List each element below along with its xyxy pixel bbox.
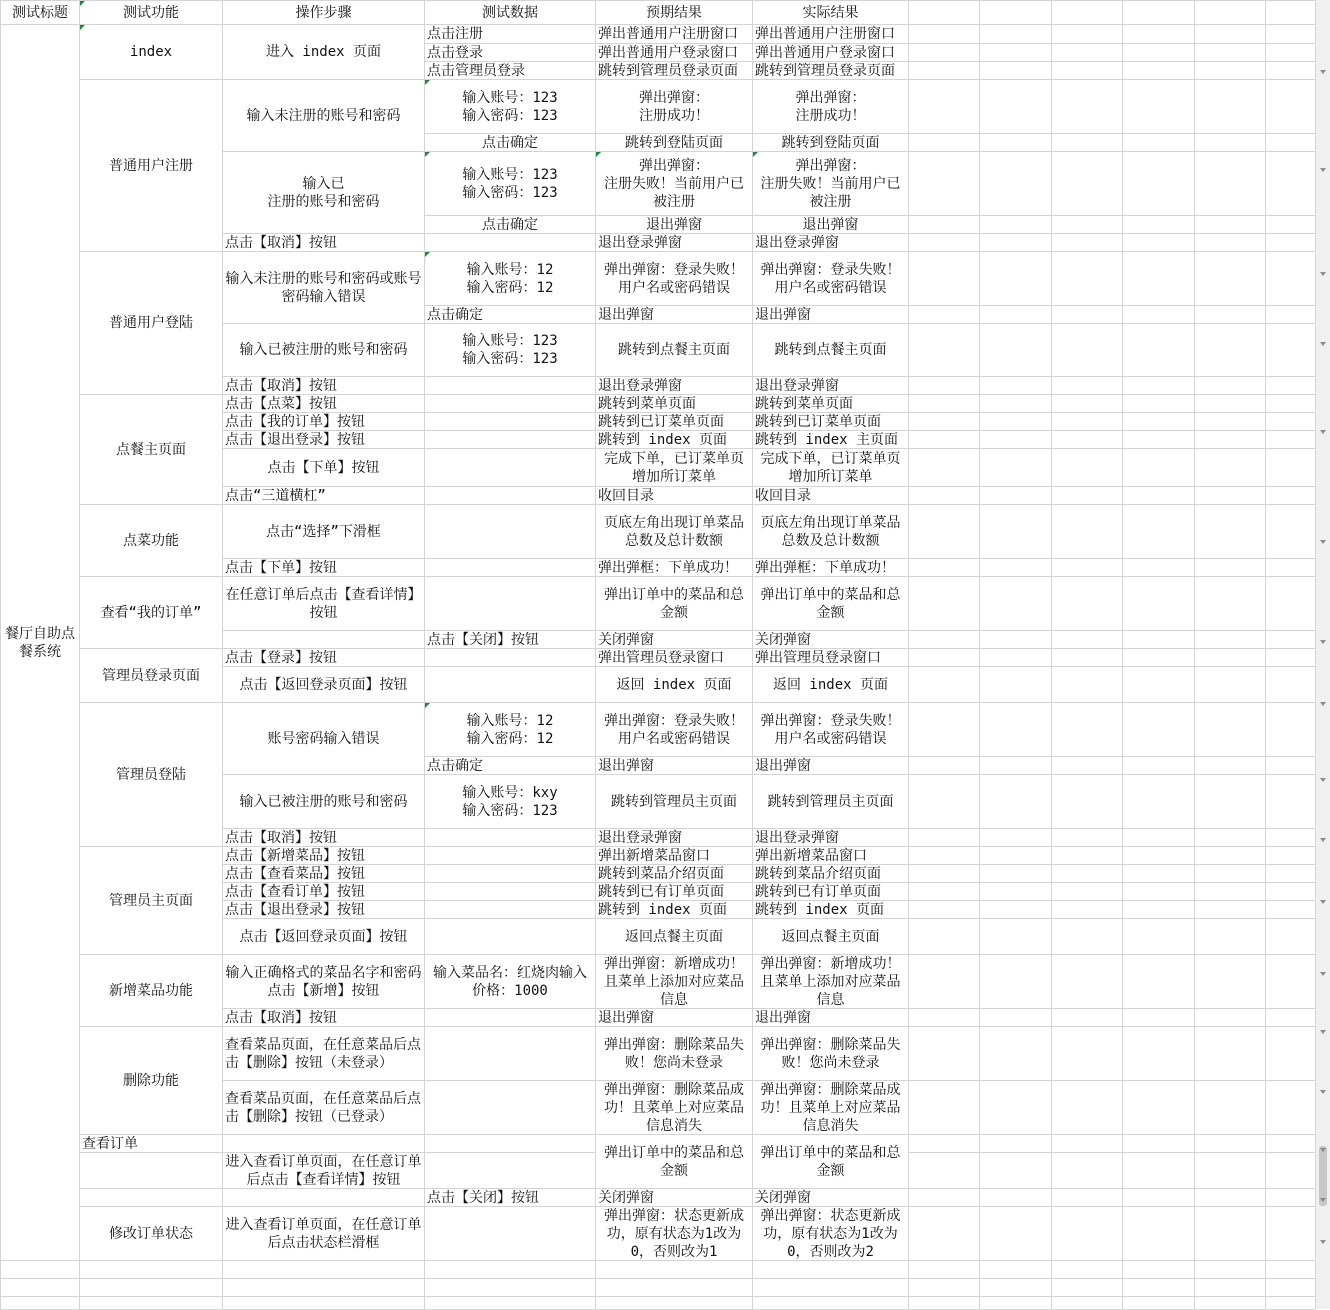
header-expected[interactable]: 预期结果: [596, 1, 752, 24]
expected-cell[interactable]: 退出登录弹窗: [596, 234, 752, 251]
feature-login[interactable]: 普通用户登陆: [80, 252, 222, 394]
expected-cell[interactable]: 跳转到菜品介绍页面: [596, 865, 752, 882]
cell-comment-flag: [425, 152, 430, 157]
scroll-arrow-icon: [1320, 1198, 1326, 1202]
expected-cell[interactable]: 退出弹窗: [596, 306, 752, 323]
step-cell[interactable]: 点击【取消】按钮: [223, 829, 424, 846]
data-cell[interactable]: 输入菜品名：红烧肉输入价格：1000: [425, 955, 595, 1008]
expected-cell[interactable]: 弹出订单中的菜品和总金额: [596, 1135, 752, 1188]
step-cell[interactable]: 进入查看订单页面，在任意订单后点击状态栏滑框: [223, 1207, 424, 1260]
expected-cell[interactable]: 弹出弹窗： 注册成功！: [596, 80, 752, 133]
step-cell[interactable]: 点击【登录】按钮: [223, 649, 424, 666]
expected-cell[interactable]: 跳转到已订菜单页面: [596, 413, 752, 430]
data-cell[interactable]: 点击登录: [425, 44, 595, 61]
data-cell[interactable]: 输入账号：123 输入密码：123: [425, 80, 595, 133]
expected-cell[interactable]: 退出弹窗: [596, 757, 752, 774]
step-cell[interactable]: 点击【查看菜品】按钮: [223, 865, 424, 882]
expected-cell[interactable]: 跳转到登陆页面: [596, 134, 752, 151]
step-cell[interactable]: 点击【下单】按钮: [223, 559, 424, 576]
actual-cell[interactable]: 退出登录弹窗: [753, 234, 908, 251]
step-cell[interactable]: 点击【取消】按钮: [223, 1009, 424, 1026]
actual-cell[interactable]: 弹出弹窗：状态更新成功，原有状态为1改为0，否则改为2: [753, 1207, 908, 1260]
data-cell[interactable]: 输入账号：12 输入密码：12: [425, 252, 595, 305]
expected-cell[interactable]: 弹出弹窗：删除菜品失败！您尚未登录: [596, 1027, 752, 1080]
data-cell[interactable]: 点击【关闭】按钮: [425, 1189, 595, 1206]
actual-cell[interactable]: 弹出新增菜品窗口: [753, 847, 908, 864]
step-cell[interactable]: 点击“选择”下滑框: [223, 505, 424, 558]
step-cell[interactable]: 点击“三道横杠”: [223, 487, 424, 504]
step-cell[interactable]: 点击【取消】按钮: [223, 234, 424, 251]
step-cell[interactable]: 进入 index 页面: [223, 25, 424, 79]
scrollbar-thumb[interactable]: [1319, 1146, 1327, 1206]
feature-admin-main[interactable]: 管理员主页面: [80, 847, 222, 954]
step-cell[interactable]: 点击【下单】按钮: [223, 449, 424, 486]
expected-cell[interactable]: 跳转到菜单页面: [596, 395, 752, 412]
header-steps[interactable]: 操作步骤: [223, 1, 424, 24]
feature-view-orders[interactable]: 查看订单: [80, 1135, 222, 1152]
system-title-cell[interactable]: 餐厅自助点 餐系统: [1, 25, 79, 1260]
actual-cell[interactable]: 退出弹窗: [753, 757, 908, 774]
expected-cell[interactable]: 弹出弹窗：新增成功！且菜单上添加对应菜品信息: [596, 955, 752, 1008]
actual-cell[interactable]: 跳转到已订菜单页面: [753, 413, 908, 430]
cell-comment-flag: [753, 152, 758, 157]
step-cell[interactable]: 输入未注册的账号和密码: [223, 80, 424, 151]
step-cell[interactable]: 账号密码输入错误: [223, 703, 424, 774]
cell-comment-flag: [80, 1, 85, 6]
actual-cell[interactable]: 弹出弹窗：登录失败！用户名或密码错误: [753, 252, 908, 305]
step-cell[interactable]: 在任意订单后点击【查看详情】按钮: [223, 577, 424, 630]
expected-cell[interactable]: 跳转到管理员登录页面: [596, 62, 752, 79]
scroll-arrow-icon: [1320, 1030, 1326, 1034]
actual-cell[interactable]: 收回目录: [753, 487, 908, 504]
data-cell[interactable]: 点击注册: [425, 25, 595, 43]
expected-cell[interactable]: 弹出订单中的菜品和总金额: [596, 577, 752, 630]
header-title[interactable]: 测试标题: [1, 1, 79, 24]
step-cell[interactable]: 点击【退出登录】按钮: [223, 431, 424, 448]
feature-index[interactable]: index: [80, 25, 222, 79]
step-cell[interactable]: 点击【新增菜品】按钮: [223, 847, 424, 864]
header-feature[interactable]: 测试功能: [80, 1, 222, 24]
scroll-arrow-icon: [1320, 430, 1326, 434]
actual-cell[interactable]: 跳转到已有订单页面: [753, 883, 908, 900]
step-cell[interactable]: 输入已 注册的账号和密码: [223, 152, 424, 233]
data-cell[interactable]: 点击确定: [425, 306, 595, 323]
actual-cell[interactable]: 返回点餐主页面: [753, 919, 908, 954]
actual-cell[interactable]: 弹出普通用户注册窗口: [753, 25, 908, 43]
data-cell[interactable]: 输入账号：12 输入密码：12: [425, 703, 595, 756]
actual-cell[interactable]: 关闭弹窗: [753, 631, 908, 648]
actual-cell[interactable]: 退出弹窗: [753, 306, 908, 323]
scroll-arrow-icon: [1320, 778, 1326, 782]
actual-cell[interactable]: 弹出弹窗：登录失败！用户名或密码错误: [753, 703, 908, 756]
data-cell[interactable]: 点击【关闭】按钮: [425, 631, 595, 648]
scroll-arrow-icon: [1320, 900, 1326, 904]
header-data[interactable]: 测试数据: [425, 1, 595, 24]
header-actual[interactable]: 实际结果: [753, 1, 908, 24]
feature-admin-login-page[interactable]: 管理员登录页面: [80, 649, 222, 702]
feature-order-main[interactable]: 点餐主页面: [80, 395, 222, 504]
scroll-arrow-icon: [1320, 272, 1326, 276]
expected-cell[interactable]: 弹出普通用户登录窗口: [596, 44, 752, 61]
expected-cell[interactable]: 跳转到已有订单页面: [596, 883, 752, 900]
step-cell[interactable]: 查看菜品页面，在任意菜品后点击【删除】按钮（未登录）: [223, 1027, 424, 1080]
actual-cell[interactable]: 跳转到管理员登录页面: [753, 62, 908, 79]
scroll-arrow-icon: [1320, 1090, 1326, 1094]
expected-cell[interactable]: 返回点餐主页面: [596, 919, 752, 954]
expected-cell[interactable]: 弹出弹窗： 注册失败！当前用户已被注册: [596, 152, 752, 215]
scroll-arrow-icon: [1320, 70, 1326, 74]
vertical-scrollbar[interactable]: [1315, 0, 1330, 1309]
cell-comment-flag: [425, 252, 430, 257]
feature-my-orders[interactable]: 查看“我的订单”: [80, 577, 222, 648]
data-cell[interactable]: 输入账号：kxy 输入密码：123: [425, 775, 595, 828]
data-cell[interactable]: 输入账号：123 输入密码：123: [425, 324, 595, 376]
expected-cell[interactable]: 完成下单，已订菜单页增加所订菜单: [596, 449, 752, 486]
data-cell[interactable]: 点击管理员登录: [425, 62, 595, 79]
actual-cell[interactable]: 页底左角出现订单菜品总数及总计数额: [753, 505, 908, 558]
feature-modify-status[interactable]: 修改订单状态: [80, 1207, 222, 1260]
actual-cell[interactable]: 弹出订单中的菜品和总金额: [753, 1135, 908, 1188]
scroll-arrow-icon: [1320, 838, 1326, 842]
expected-cell[interactable]: 跳转到点餐主页面: [596, 324, 752, 376]
actual-cell[interactable]: 退出弹窗: [753, 216, 908, 233]
expected-cell[interactable]: 收回目录: [596, 487, 752, 504]
cell-comment-flag: [425, 80, 430, 85]
expected-cell[interactable]: 返回 index 页面: [596, 667, 752, 702]
cell-comment-flag: [425, 703, 430, 708]
feature-admin-login[interactable]: 管理员登陆: [80, 703, 222, 846]
expected-cell[interactable]: 页底左角出现订单菜品总数及总计数额: [596, 505, 752, 558]
data-cell[interactable]: 点击确定: [425, 134, 595, 151]
step-cell[interactable]: 点击【点菜】按钮: [223, 395, 424, 412]
expected-cell[interactable]: 弹出新增菜品窗口: [596, 847, 752, 864]
actual-cell[interactable]: 跳转到 index 页面: [753, 901, 908, 918]
expected-cell[interactable]: 关闭弹窗: [596, 1189, 752, 1206]
expected-cell[interactable]: 退出弹窗: [596, 1009, 752, 1026]
actual-cell[interactable]: 退出登录弹窗: [753, 377, 908, 394]
step-cell[interactable]: 点击【我的订单】按钮: [223, 413, 424, 430]
step-cell[interactable]: 点击【退出登录】按钮: [223, 901, 424, 918]
actual-cell[interactable]: 退出弹窗: [753, 1009, 908, 1026]
feature-register[interactable]: 普通用户注册: [80, 80, 222, 251]
actual-cell[interactable]: 弹出弹框：下单成功！: [753, 559, 908, 576]
scroll-arrow-icon: [1320, 168, 1326, 172]
scroll-arrow-icon: [1320, 640, 1326, 644]
step-cell[interactable]: 进入查看订单页面，在任意订单后点击【查看详情】按钮: [223, 1153, 424, 1188]
feature-order-dish[interactable]: 点菜功能: [80, 505, 222, 576]
scroll-arrow-icon: [1320, 1148, 1326, 1152]
feature-delete[interactable]: 删除功能: [80, 1027, 222, 1134]
scroll-arrow-icon: [1320, 1240, 1326, 1244]
actual-cell[interactable]: 跳转到菜单页面: [753, 395, 908, 412]
step-cell[interactable]: 点击【返回登录页面】按钮: [223, 667, 424, 702]
expected-cell[interactable]: 跳转到 index 页面: [596, 901, 752, 918]
actual-cell[interactable]: 弹出弹窗：删除菜品成功！且菜单上对应菜品信息消失: [753, 1081, 908, 1134]
actual-cell[interactable]: 弹出弹窗： 注册成功！: [753, 80, 908, 133]
feature-add-dish[interactable]: 新增菜品功能: [80, 955, 222, 1026]
actual-cell[interactable]: 跳转到点餐主页面: [753, 324, 908, 376]
actual-cell[interactable]: 弹出弹窗：删除菜品失败！您尚未登录: [753, 1027, 908, 1080]
expected-cell[interactable]: 退出登录弹窗: [596, 377, 752, 394]
actual-cell[interactable]: 跳转到菜品介绍页面: [753, 865, 908, 882]
step-cell[interactable]: 输入已被注册的账号和密码: [223, 775, 424, 828]
actual-cell[interactable]: 跳转到管理员主页面: [753, 775, 908, 828]
step-cell[interactable]: 点击【查看订单】按钮: [223, 883, 424, 900]
cell-comment-flag: [80, 25, 85, 30]
cell-comment-flag: [596, 152, 601, 157]
actual-cell[interactable]: 完成下单，已订菜单页增加所订菜单: [753, 449, 908, 486]
expected-cell[interactable]: 弹出普通用户注册窗口: [596, 25, 752, 43]
expected-cell[interactable]: 跳转到管理员主页面: [596, 775, 752, 828]
actual-cell[interactable]: 关闭弹窗: [753, 1189, 908, 1206]
step-cell[interactable]: 输入未注册的账号和密码或账号密码输入错误: [223, 252, 424, 323]
scroll-arrow-icon: [1320, 702, 1326, 706]
actual-cell[interactable]: 弹出普通用户登录窗口: [753, 44, 908, 61]
expected-cell[interactable]: 弹出弹框：下单成功！: [596, 559, 752, 576]
expected-cell[interactable]: 弹出弹窗：登录失败！用户名或密码错误: [596, 252, 752, 305]
expected-cell[interactable]: 弹出弹窗：登录失败！用户名或密码错误: [596, 703, 752, 756]
actual-cell[interactable]: 返回 index 页面: [753, 667, 908, 702]
expected-cell[interactable]: 跳转到 index 页面: [596, 431, 752, 448]
actual-cell[interactable]: 弹出订单中的菜品和总金额: [753, 577, 908, 630]
step-cell[interactable]: 查看菜品页面，在任意菜品后点击【删除】按钮（已登录）: [223, 1081, 424, 1134]
data-cell[interactable]: 输入账号：123 输入密码：123: [425, 152, 595, 215]
scroll-arrow-icon: [1320, 972, 1326, 976]
expected-cell[interactable]: 退出弹窗: [596, 216, 752, 233]
scroll-arrow-icon: [1320, 540, 1326, 544]
actual-cell[interactable]: 跳转到 index 主页面: [753, 431, 908, 448]
data-cell[interactable]: 点击确定: [425, 757, 595, 774]
expected-cell[interactable]: 退出登录弹窗: [596, 829, 752, 846]
expected-cell[interactable]: 弹出管理员登录窗口: [596, 649, 752, 666]
step-cell[interactable]: 输入已被注册的账号和密码: [223, 324, 424, 376]
actual-cell[interactable]: 退出登录弹窗: [753, 829, 908, 846]
actual-cell[interactable]: 跳转到登陆页面: [753, 134, 908, 151]
actual-cell[interactable]: 弹出弹窗： 注册失败！当前用户已被注册: [753, 152, 908, 215]
step-cell[interactable]: 点击【返回登录页面】按钮: [223, 919, 424, 954]
step-cell[interactable]: 点击【取消】按钮: [223, 377, 424, 394]
data-cell[interactable]: 点击确定: [425, 216, 595, 233]
expected-cell[interactable]: 关闭弹窗: [596, 631, 752, 648]
step-cell[interactable]: 输入正确格式的菜品名字和密码 点击【新增】按钮: [223, 955, 424, 1008]
expected-cell[interactable]: 弹出弹窗：状态更新成功，原有状态为1改为0，否则改为1: [596, 1207, 752, 1260]
actual-cell[interactable]: 弹出管理员登录窗口: [753, 649, 908, 666]
expected-cell[interactable]: 弹出弹窗：删除菜品成功！且菜单上对应菜品信息消失: [596, 1081, 752, 1134]
scroll-arrow-icon: [1320, 342, 1326, 346]
actual-cell[interactable]: 弹出弹窗：新增成功！且菜单上添加对应菜品信息: [753, 955, 908, 1008]
